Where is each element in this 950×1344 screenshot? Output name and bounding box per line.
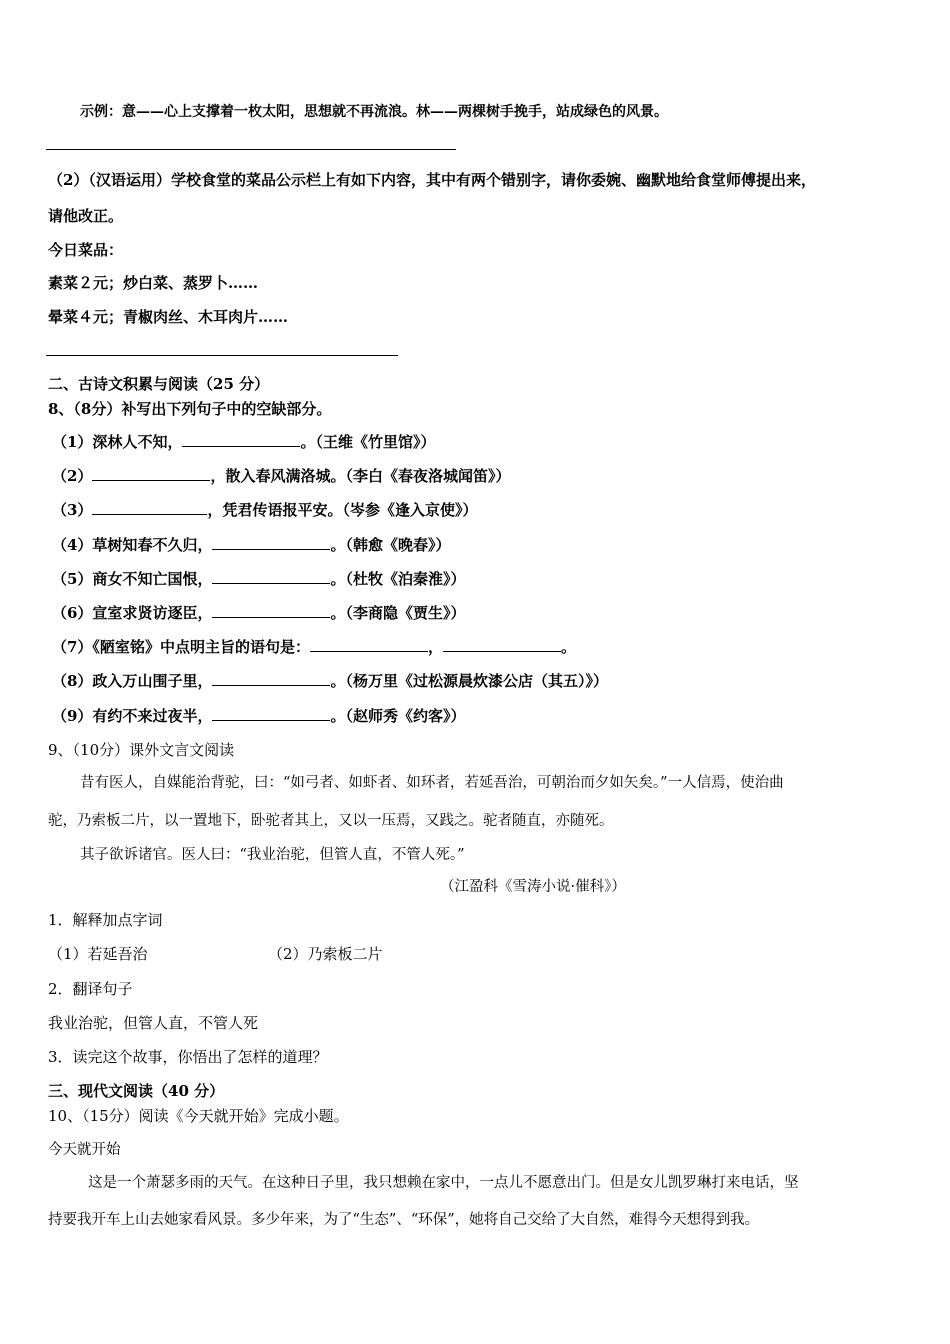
blank — [92, 466, 210, 481]
item-text: （8）政入万山围子里， — [52, 672, 213, 690]
question-title: 10、（15分）阅读《今天就开始》完成小题。 — [48, 1107, 349, 1125]
section-heading: 二、古诗文积累与阅读（25 分） — [48, 375, 270, 393]
menu-line: 素菜２元；炒白菜、蒸罗卜…… — [48, 274, 259, 292]
item-source: 。（王维《竹里馆》） — [300, 433, 436, 451]
sub-item: （1）若延吾治 — [48, 945, 148, 963]
sub-item: 我业治驼，但管人直，不管人死 — [48, 1014, 259, 1032]
blank — [212, 535, 330, 550]
sub-question: 2．翻译句子 — [48, 980, 133, 998]
item-text: （1）深林人不知， — [52, 433, 183, 451]
item-text: （7）《陋室铭》中点明主旨的语句是： — [52, 638, 310, 656]
section-heading: 三、现代文阅读（40 分） — [48, 1082, 225, 1100]
item-end: 。 — [560, 638, 576, 656]
passage-line: 持要我开车上山去她家看风景。多少年来，为了“生态”、“环保”，她将自己交给了大自然，难得今天想得到我。 — [48, 1212, 760, 1228]
passage-line: 昔有医人，自媒能治背驼，曰：“如弓者、如虾者、如环者，若延吾治，可朝治而夕如矢矣。”一人信焉，使治曲 — [80, 775, 784, 791]
blank — [182, 432, 300, 447]
item-text: （6）宣室求贤访逐臣， — [52, 604, 213, 622]
passage-source: （江盈科《雪涛小说·催科》） — [440, 879, 626, 895]
question-title: 8、（8分）补写出下列句子中的空缺部分。 — [48, 400, 332, 418]
fill-item — [52, 706, 465, 726]
blank — [212, 671, 330, 686]
item-sep: ， — [427, 638, 443, 656]
fill-item — [52, 637, 576, 657]
item-text: （9）有约不来过夜半， — [52, 707, 213, 725]
item-text: （5）商女不知亡国恨， — [52, 570, 213, 588]
blank — [212, 706, 330, 721]
question-title: 9、（10分）课外文言文阅读 — [48, 741, 235, 759]
passage-line: 其子欲诉诸官。医人曰：“我业治驼，但管人直，不管人死。” — [80, 847, 465, 863]
passage-line: 这是一个萧瑟多雨的天气。在这种日子里，我只想赖在家中，一点儿不愿意出门。但是女儿凯罗琳打来电话，坚 — [88, 1175, 799, 1191]
passage-line: 驼，乃索板二片，以一置地下，卧驼者其上，又以一压焉，又践之。驼者随直，亦随死。 — [48, 813, 614, 829]
blank — [92, 500, 207, 515]
answer-line — [46, 355, 398, 356]
answer-line — [46, 149, 456, 150]
question-prompt: （2）（汉语运用）学校食堂的菜品公示栏上有如下内容，其中有两个错别字，请你委婉、幽默地给食堂师傅提出来， — [48, 171, 816, 189]
blank — [212, 569, 330, 584]
sub-item: （2）乃索板二片 — [268, 945, 383, 963]
fill-item — [52, 432, 435, 452]
item-source: ，凭君传语报平安。（岑参《逢入京使》） — [207, 501, 478, 519]
article-title: 今天就开始 — [48, 1142, 121, 1158]
example-text: 示例：意——心上支撑着一枚太阳，思想就不再流浪。林——两棵树手挽手，站成绿色的风景。 — [80, 104, 668, 120]
menu-title: 今日菜品： — [48, 241, 124, 259]
fill-item — [52, 535, 450, 555]
item-text: （4）草树知春不久归， — [52, 536, 213, 554]
fill-item — [52, 500, 477, 520]
sub-question: 3．读完这个故事，你悟出了怎样的道理？ — [48, 1048, 328, 1066]
item-source: ，散入春风满洛城。（李白《春夜洛城闻笛》） — [210, 467, 511, 485]
item-source: 。（韩愈《晚春》） — [330, 536, 451, 554]
fill-item — [52, 569, 465, 589]
fill-item — [52, 466, 510, 486]
menu-line: 晕菜４元；青椒肉丝、木耳肉片…… — [48, 308, 289, 326]
item-source: 。（杨万里《过松源晨炊漆公店（其五）》） — [330, 672, 608, 690]
blank — [443, 637, 561, 652]
item-source: 。（赵师秀《约客》） — [330, 707, 466, 725]
fill-item — [52, 671, 608, 691]
item-source: 。（杜牧《泊秦淮》） — [330, 570, 466, 588]
item-text: （3） — [52, 501, 93, 519]
question-prompt-cont: 请他改正。 — [48, 207, 124, 225]
blank — [212, 603, 330, 618]
item-source: 。（李商隐《贾生》） — [330, 604, 466, 622]
fill-item — [52, 603, 465, 623]
sub-question: 1．解释加点字词 — [48, 911, 163, 929]
blank — [310, 637, 428, 652]
item-text: （2） — [52, 467, 93, 485]
